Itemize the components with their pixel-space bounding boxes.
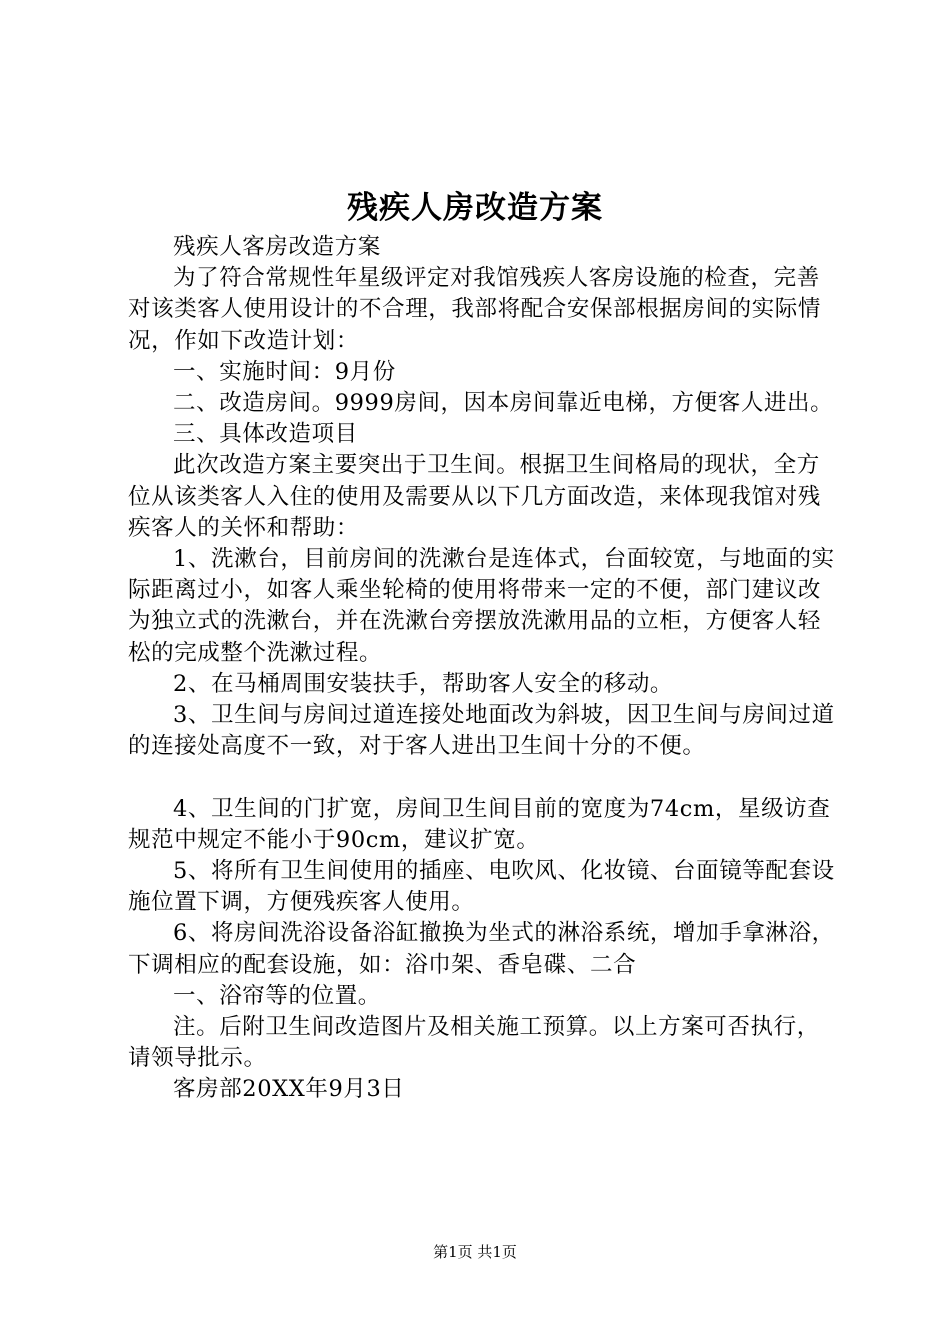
paragraph-items-intro: 此次改造方案主要突出于卫生间。根据卫生间格局的现状，全方位从该类客人入住的使用及需要从以下几方面改造，来体现我馆对残疾客人的关怀和帮助： bbox=[128, 452, 822, 541]
paragraph-item-1: 1、洗漱台，目前房间的洗漱台是连体式，台面较宽，与地面的实际距离过小，如客人乘坐轮椅的使用将带来一定的不便，部门建议改为独立式的洗漱台，并在洗漱台旁摆放洗漱用品的立柜，方便客人轻松的完成整个洗漱过程。 bbox=[128, 546, 835, 666]
paragraph-item-2: 2、在马桶周围安装扶手，帮助客人安全的移动。 bbox=[173, 670, 674, 697]
page-footer: 第1页 共1页 bbox=[433, 1243, 517, 1261]
paragraph-item-5: 5、将所有卫生间使用的插座、电吹风、化妆镜、台面镜等配套设施位置下调，方便残疾客人使用。 bbox=[128, 858, 835, 916]
paragraph-note: 注。后附卫生间改造图片及相关施工预算。以上方案可否执行，请领导批示。 bbox=[128, 1014, 820, 1072]
paragraph-intro: 为了符合常规性年星级评定对我馆残疾人客房设施的检查，完善对该类客人使用设计的不合理，我部将配合安保部根据房间的实际情况，作如下改造计划： bbox=[128, 265, 822, 354]
document-title: 残疾人房改造方案 bbox=[347, 190, 603, 226]
paragraph-item-3: 3、卫生间与房间过道连接处地面改为斜坡，因卫生间与房间过道的连接处高度不一致，对于客人进出卫生间十分的不便。 bbox=[128, 702, 835, 760]
paragraph-subtitle: 残疾人客房改造方案 bbox=[173, 234, 381, 260]
paragraph-signature: 客房部20XX年9月3日 bbox=[173, 1076, 405, 1103]
paragraph-item-6: 6、将房间洗浴设备浴缸撤换为坐式的淋浴系统，增加手拿淋浴，下调相应的配套设施，如：浴巾架、香皂碟、二合 bbox=[128, 920, 835, 978]
paragraph-section-room: 二、改造房间。9999房间，因本房间靠近电梯，方便客人进出。 bbox=[173, 390, 834, 417]
document-body bbox=[128, 232, 840, 1106]
paragraph-gap bbox=[128, 762, 840, 793]
paragraph-item-4: 4、卫生间的门扩宽，房间卫生间目前的宽度为74cm，星级访查规范中规定不能小于90cm，建议扩宽。 bbox=[128, 795, 831, 853]
paragraph-item-6-continued: 一、浴帘等的位置。 bbox=[173, 982, 381, 1009]
paragraph-section-items: 三、具体改造项目 bbox=[173, 421, 358, 448]
paragraph-section-time: 一、实施时间：9月份 bbox=[173, 358, 396, 385]
